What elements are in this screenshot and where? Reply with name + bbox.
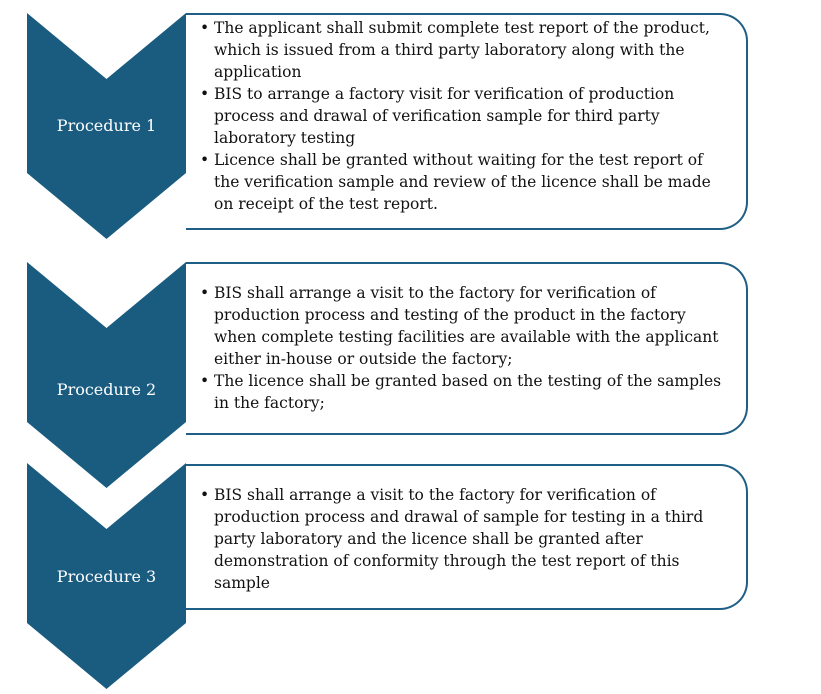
list-item: • The licence shall be granted based on the testing of the samples in the factory; xyxy=(200,372,722,412)
list-item: • The applicant shall submit complete test report of the product, which is issued from a third party laboratory along with the application xyxy=(200,19,710,81)
procedure-1-bullet-list xyxy=(198,17,732,215)
procedure-3-chevron xyxy=(27,463,186,689)
list-item: • Licence shall be granted without waiting for the test report of the verification sample and review of the licence shall be made on receipt of the test report. xyxy=(200,151,711,213)
procedure-2-bullet-list xyxy=(198,282,732,414)
list-item: • BIS to arrange a factory visit for verification of production process and drawal of verification sample for third party laboratory testing xyxy=(200,85,675,147)
procedure-2-chevron xyxy=(27,262,186,488)
procedure-2-box xyxy=(186,262,748,435)
procedure-3-label: Procedure 3 xyxy=(56,567,157,586)
procedure-3-bullet-list xyxy=(198,484,732,594)
procedure-1-chevron xyxy=(27,13,186,239)
list-item: • BIS shall arrange a visit to the factory for verification of production process and testing of the product in the factory when complete testing facilities are available with the applicant either in-house or outside the factory; xyxy=(200,284,719,368)
procedure-3-box xyxy=(186,464,748,610)
chevron-arrow-shape xyxy=(27,262,186,488)
procedure-1-box xyxy=(186,13,748,230)
procedure-2-label: Procedure 2 xyxy=(56,380,157,399)
list-item: • BIS shall arrange a visit to the factory for verification of production process and drawal of sample for testing in a third party laboratory and the licence shall be granted after demonstration of conformity through the test report of this sample xyxy=(200,486,704,592)
procedure-1-label: Procedure 1 xyxy=(56,116,157,135)
